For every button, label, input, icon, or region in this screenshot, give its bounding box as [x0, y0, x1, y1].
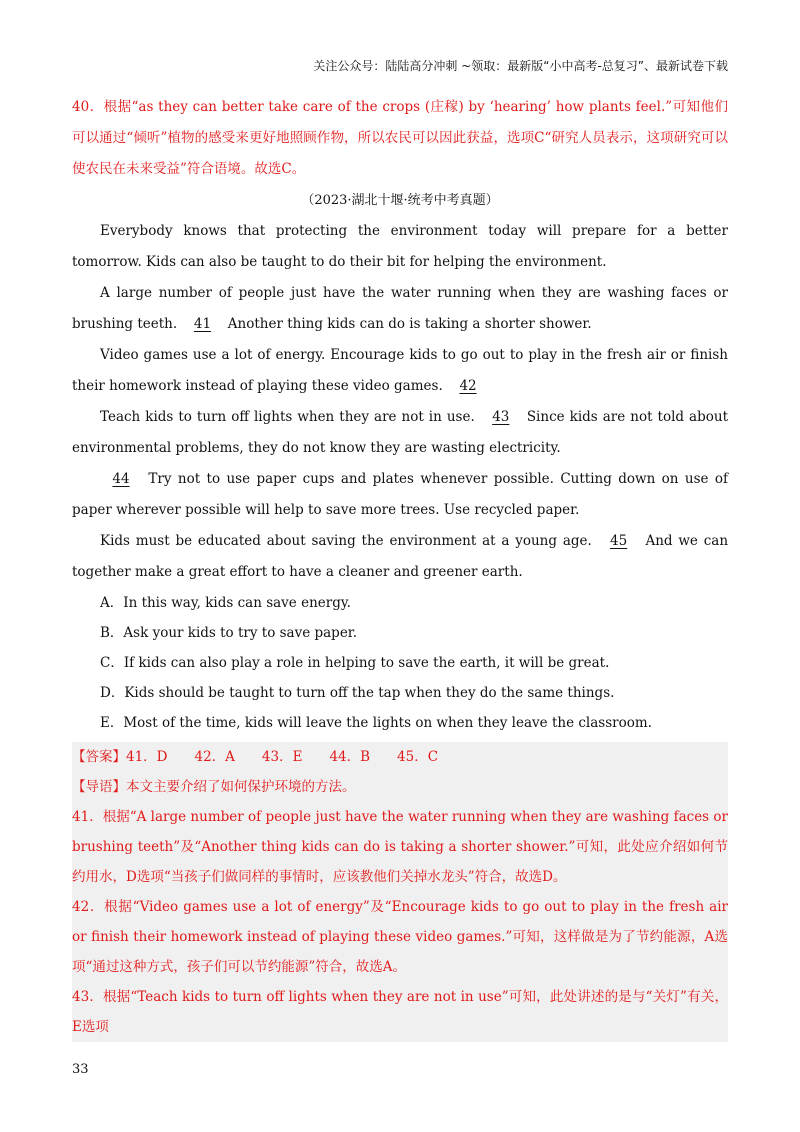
- answer-text: 41．D 42．A 43．E 44．B 45．C: [126, 749, 439, 765]
- blank-45: 45: [610, 533, 628, 549]
- option-d: D．Kids should be taught to turn off the tap when they do the same things.: [100, 685, 615, 701]
- explanation-43: 43．根据“Teach kids to turn off lights when they are not in use”可知，此处讲述的是与“关灯”有关，E选项: [72, 989, 728, 1035]
- option-e: E．Most of the time, kids will leave the lights on when they leave the classroom.: [100, 715, 652, 731]
- passage-paragraph-4: [72, 402, 728, 464]
- blank-44: 44: [112, 471, 130, 487]
- answer-label: 【答案】: [72, 749, 126, 765]
- passage-paragraph-6: [72, 526, 728, 588]
- blank-43: 43: [492, 409, 510, 425]
- page-content: [72, 92, 728, 1042]
- option-c: C．If kids can also play a role in helping to save the earth, it will be great.: [100, 655, 610, 671]
- answer-section: [72, 742, 728, 1042]
- passage-text: Kids must be educated about saving the environment at a young age.: [100, 533, 592, 549]
- blank-41: 41: [193, 316, 212, 332]
- passage-text: Teach kids to turn off lights when they are not in use.: [100, 409, 475, 425]
- passage-text: Another thing kids can do is taking a shorter shower.: [227, 316, 592, 332]
- page-header: 关注公众号：陆陆高分冲刺 ~领取：最新版“小中高考-总复习”、最新试卷下载: [313, 59, 728, 73]
- explanation-41: 41．根据“A large number of people just have the water running when they are washing faces or brushing teeth”及“Another thing kids can do is taking a shorter shower.”可知，此处应介绍如何节约用水，D选项“当孩子们做同样的事情时，应该教他们关掉水龙头”符合，故选D。: [72, 809, 728, 885]
- guide-label: 【导语】: [72, 779, 126, 795]
- question-source: （2023·湖北十堰·统考中考真题）: [301, 193, 499, 208]
- page-number: 33: [72, 1062, 89, 1077]
- passage-text: And we can together make a great effort to have a cleaner and greener earth.: [72, 533, 729, 580]
- answer-line: [72, 742, 728, 772]
- explanation-40: 40．根据“as they can better take care of the crops (庄稼) by ‘hearing’ how plants feel.”可知他们可以通过“倾听”植物的感受来更好地照顾作物，所以农民可以因此获益，选项C“研究人员表示，这项研究可以使农民在未来受益”符合语境。故选C。: [72, 99, 728, 177]
- passage-paragraph-5: [72, 464, 728, 526]
- explanation-42: 42．根据“Video games use a lot of energy”及“Encourage kids to go out to play in the fresh air or finish their homework instead of playing these video games.”可知，这样做是为了节约能源，A选项“通过这种方式，孩子们可以节约能源”符合，故选A。: [72, 899, 728, 975]
- passage-text: A large number of people just have the water running when they are washing faces or brushing teeth.: [72, 285, 728, 332]
- passage-paragraph-3: [72, 340, 728, 402]
- passage-text: Try not to use paper cups and plates whenever possible. Cutting down on use of paper wherever possible will help to save more trees. Use recycled paper.: [72, 471, 728, 518]
- passage-paragraph-1: Everybody knows that protecting the environment today will prepare for a better tomorrow. Kids can also be taught to do their bit for helping the environment.: [72, 223, 728, 270]
- passage-text: Video games use a lot of energy. Encourage kids to go out to play in the fresh air or finish their homework instead of playing these video games.: [72, 347, 728, 394]
- passage-text: Since kids are not told about environmental problems, they do not know they are wasting electricity.: [72, 409, 728, 456]
- option-a: A．In this way, kids can save energy.: [100, 595, 351, 611]
- option-b: B．Ask your kids to try to save paper.: [100, 625, 358, 641]
- guide-line: [72, 772, 728, 802]
- guide-text: 本文主要介绍了如何保护环境的方法。: [126, 779, 356, 795]
- blank-42: 42: [459, 378, 477, 394]
- passage-paragraph-2: [72, 278, 728, 340]
